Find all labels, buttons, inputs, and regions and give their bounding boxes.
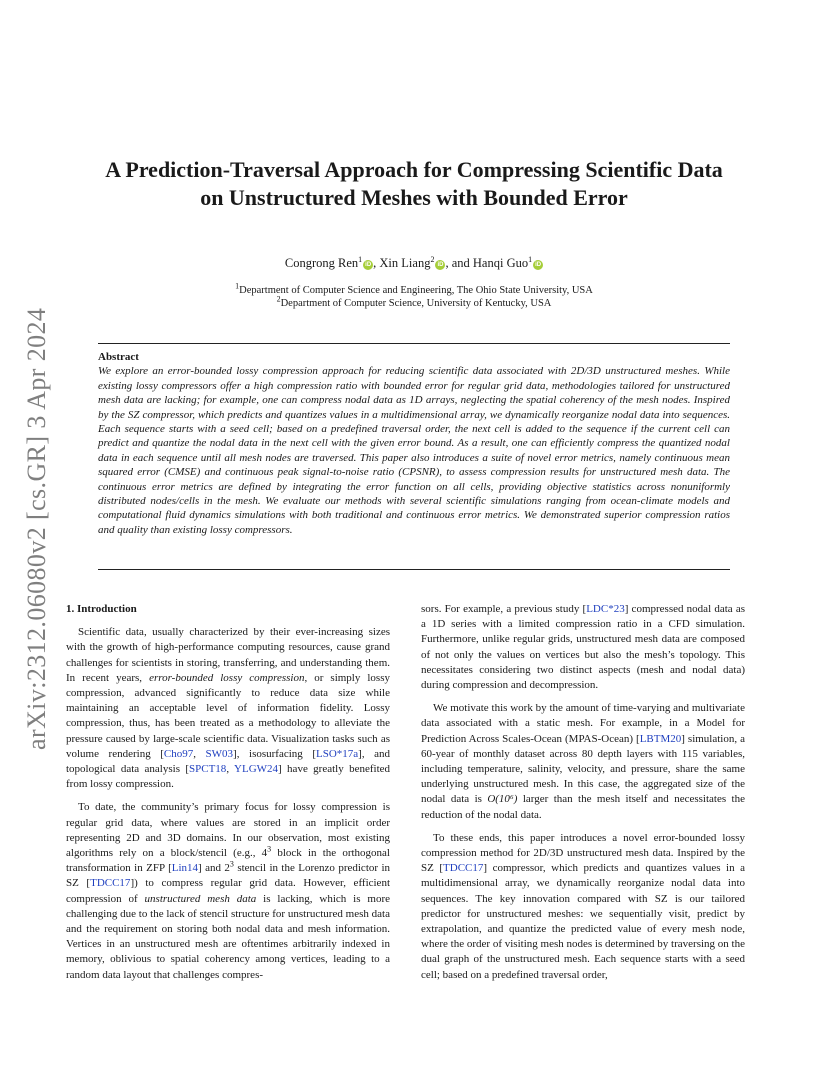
abstract-text: We explore an error-bounded lossy compression approach for reducing scientific data associated with 2D/3D unstructured meshes. While existing lossy compressors offer a high compression ratio with bounded error for regular grid data, methodologies tailored for unstructured mesh data are lacking; for example, one can compress nodal data as 1D arrays, neglecting the spatial coherency of the mesh nodes. Inspired by the SZ compressor, which predicts and quantizes values in a multidimensional array, we dynamically reorganize nodal data into sequences. Each sequence starts with a seed cell; based on a predefined traversal order, the next cell is added to the sequence if the current cell can predict and quantize the nodal data in the next cell with the given error bound. As a result, one can efficiently compress the quantized nodal data in each sequence until all mesh nodes are traversed. This paper also introduces a suite of novel error metrics, namely continuous mean squared error (CMSE) and continuous peak signal-to-noise ratio (CPSNR), to assess compression results for unstructured mesh data. The continuous error metrics are defined by integrating the error function on all cells, providing objective statistics across nonuniformly distributed nodes/cells in the mesh. We evaluate our methods with several scientific simulations ranging from ocean-climate models and computational fluid dynamics simulations with both traditional and continuous error metrics. We demonstrated superior compression ratios and quality than existing lossy compressors. xyxy=(98,365,730,536)
arxiv-identifier: arXiv:2312.06080v2 [cs.GR] 3 Apr 2024 xyxy=(22,307,51,750)
citation-link[interactable]: LSO*17a xyxy=(315,747,359,760)
author-affil-mark: 2 xyxy=(430,254,435,264)
citation-link[interactable]: TDCC17 xyxy=(443,862,484,875)
text-run: ]) to compress regular grid data. However, efficient compression of xyxy=(66,877,390,905)
citation-link[interactable]: LDC*23 xyxy=(586,603,625,615)
citation-link[interactable]: Lin14 xyxy=(171,862,199,875)
right-column xyxy=(421,602,745,983)
affiliation-text: Department of Computer Science, University of Kentucky, USA xyxy=(280,298,552,309)
text-run: sors. For example, a previous study [ xyxy=(421,603,587,615)
text-run: block in the orthogonal transformation in ZFP [ xyxy=(66,847,390,875)
text-run: ] and 2 xyxy=(198,862,230,875)
author-name: Congrong Ren xyxy=(284,256,359,270)
text-run: is lacking, which is more challenging due to the lack of stencil structure for unstructured mesh data and the requirement on storing both nodal data and mesh information. Vertices in an unstructured mesh are oftentimes arbitrarily indexed in memory, oblivious to spatial coherency among vertices, leading to a random data layout that challenges compres- xyxy=(66,892,390,981)
paragraph xyxy=(421,701,745,823)
author-affil-mark: 1 xyxy=(358,254,363,264)
author-name: Hanqi Guo xyxy=(472,256,529,270)
text-run: ] have greatly benefited from lossy compression. xyxy=(66,763,391,791)
citation-link[interactable]: SPCT18 xyxy=(189,763,227,776)
abstract-bottom-rule xyxy=(98,569,730,570)
paragraph xyxy=(421,831,745,983)
author-affil-mark: 1 xyxy=(528,254,533,264)
author-separator: , xyxy=(373,256,380,270)
affiliation-text: Department of Computer Science and Engineering, The Ohio State University, USA xyxy=(239,285,593,296)
text-run: To these ends, this paper introduces a novel error-bounded lossy compression method for 2D/3D unstructured mesh data. Inspired by the SZ [ xyxy=(421,831,745,875)
paragraph xyxy=(421,602,745,693)
author-list xyxy=(60,256,768,271)
text-run: To date, the community’s primary focus for lossy compression is regular grid data, where values are stored in an implicit order representing 2D and 3D domains. In our observation, most existing algorithms rely on a block/stencil (e.g., 4 xyxy=(66,801,390,860)
superscript: 3 xyxy=(229,859,234,869)
text-run: stencil in the Lorenzo predictor in SZ [ xyxy=(66,862,390,890)
text-run: larger than the mesh itself and necessitates the reduction of the nodal data. xyxy=(421,793,745,821)
emphasis-text: unstructured mesh data xyxy=(144,892,257,905)
text-run: ] compressed nodal data as a 1D series with a limited compression ratio in a CFD simulation. Furthermore, unlike regular grids, unstructured mesh data are composed of not only the values on vertices but also the mesh’s topology. This necessitates considering two distinct aspects (mesh and nodal data) during compression and decompression. xyxy=(421,603,745,692)
text-run: We motivate this work by the amount of time-varying and multivariate data associated with a static mesh. For example, in a Model for Prediction Across Scales-Ocean (MPAS-Ocean) [ xyxy=(421,702,745,745)
text-run: , or simply lossy compression, advanced significantly to reduce data size while maintaining an acceptable level of information fidelity. Lossy compression, thus, has been treated as a methodology to alleviate the pressure caused by large-scale scientific data. Visualization tasks such as volume rendering [ xyxy=(66,671,390,760)
author-separator: , and xyxy=(445,256,473,270)
affiliation-mark: 2 xyxy=(276,294,281,304)
text-run: ] simulation, a 60-year of monthly dataset across 80 depth layers with 115 variables, including temperature, salinity, velocity, and pressure, share the same underlying unstructured mesh. In this case, the aggregated size of the nodal data is xyxy=(421,732,745,806)
abstract-top-rule xyxy=(98,343,730,344)
citation-link[interactable]: LBTM20 xyxy=(639,732,682,745)
section-heading: 1. Introduction xyxy=(66,603,137,615)
text-run: Scientific data, usually characterized by their ever-increasing sizes with the growth of high-performance computing resources, cause grand challenges for scientists in storing, transferring, and understanding them. In recent years, xyxy=(66,626,390,684)
affiliation xyxy=(60,281,768,296)
text-run: ] compressor, which predicts and quantizes values in a multidimensional array, we dynamically reorganize nodal data into sequences. The key innovation compared with SZ is our tailored predictor for unstructured meshes: we sequentially visit, predict by extrapolation, and quantize the predicted value of every mesh node, where the order of visiting mesh nodes is determined by traversing on the dual graph of the unstructured mesh. Each sequence starts with a seed cell; based on a predefined traversal order, xyxy=(421,862,746,981)
orcid-icon[interactable]: iD xyxy=(437,262,444,268)
text-run: ], and topological data analysis [ xyxy=(66,747,390,776)
paragraph xyxy=(66,625,390,792)
left-column xyxy=(66,602,390,983)
title-line-2: on Unstructured Meshes with Bounded Error xyxy=(200,185,628,210)
paper-title xyxy=(60,156,768,212)
paragraph xyxy=(66,800,390,982)
title-line-1: A Prediction-Traversal Approach for Compressing Scientific Data xyxy=(105,157,723,182)
abstract-heading: Abstract xyxy=(98,351,139,363)
orcid-icon[interactable]: iD xyxy=(365,262,372,268)
orcid-icon[interactable]: iD xyxy=(535,262,542,268)
citation-link[interactable]: TDCC17 xyxy=(90,877,131,890)
citation-link[interactable]: SW03 xyxy=(205,747,234,760)
text-run: ], isosurfacing [ xyxy=(233,747,316,760)
citation-link[interactable]: YLGW24 xyxy=(234,763,279,776)
text-run: , xyxy=(226,763,235,776)
affiliation xyxy=(60,294,768,309)
text-run: , xyxy=(193,747,206,760)
superscript: 3 xyxy=(267,844,272,854)
affiliation-mark: 1 xyxy=(235,281,240,291)
citation-link[interactable]: Cho97 xyxy=(163,747,194,760)
math-expression: O(10⁶) xyxy=(487,793,518,806)
abstract xyxy=(98,350,730,537)
emphasis-text: error-bounded lossy compression xyxy=(149,671,305,684)
author-name: Xin Liang xyxy=(379,256,431,270)
